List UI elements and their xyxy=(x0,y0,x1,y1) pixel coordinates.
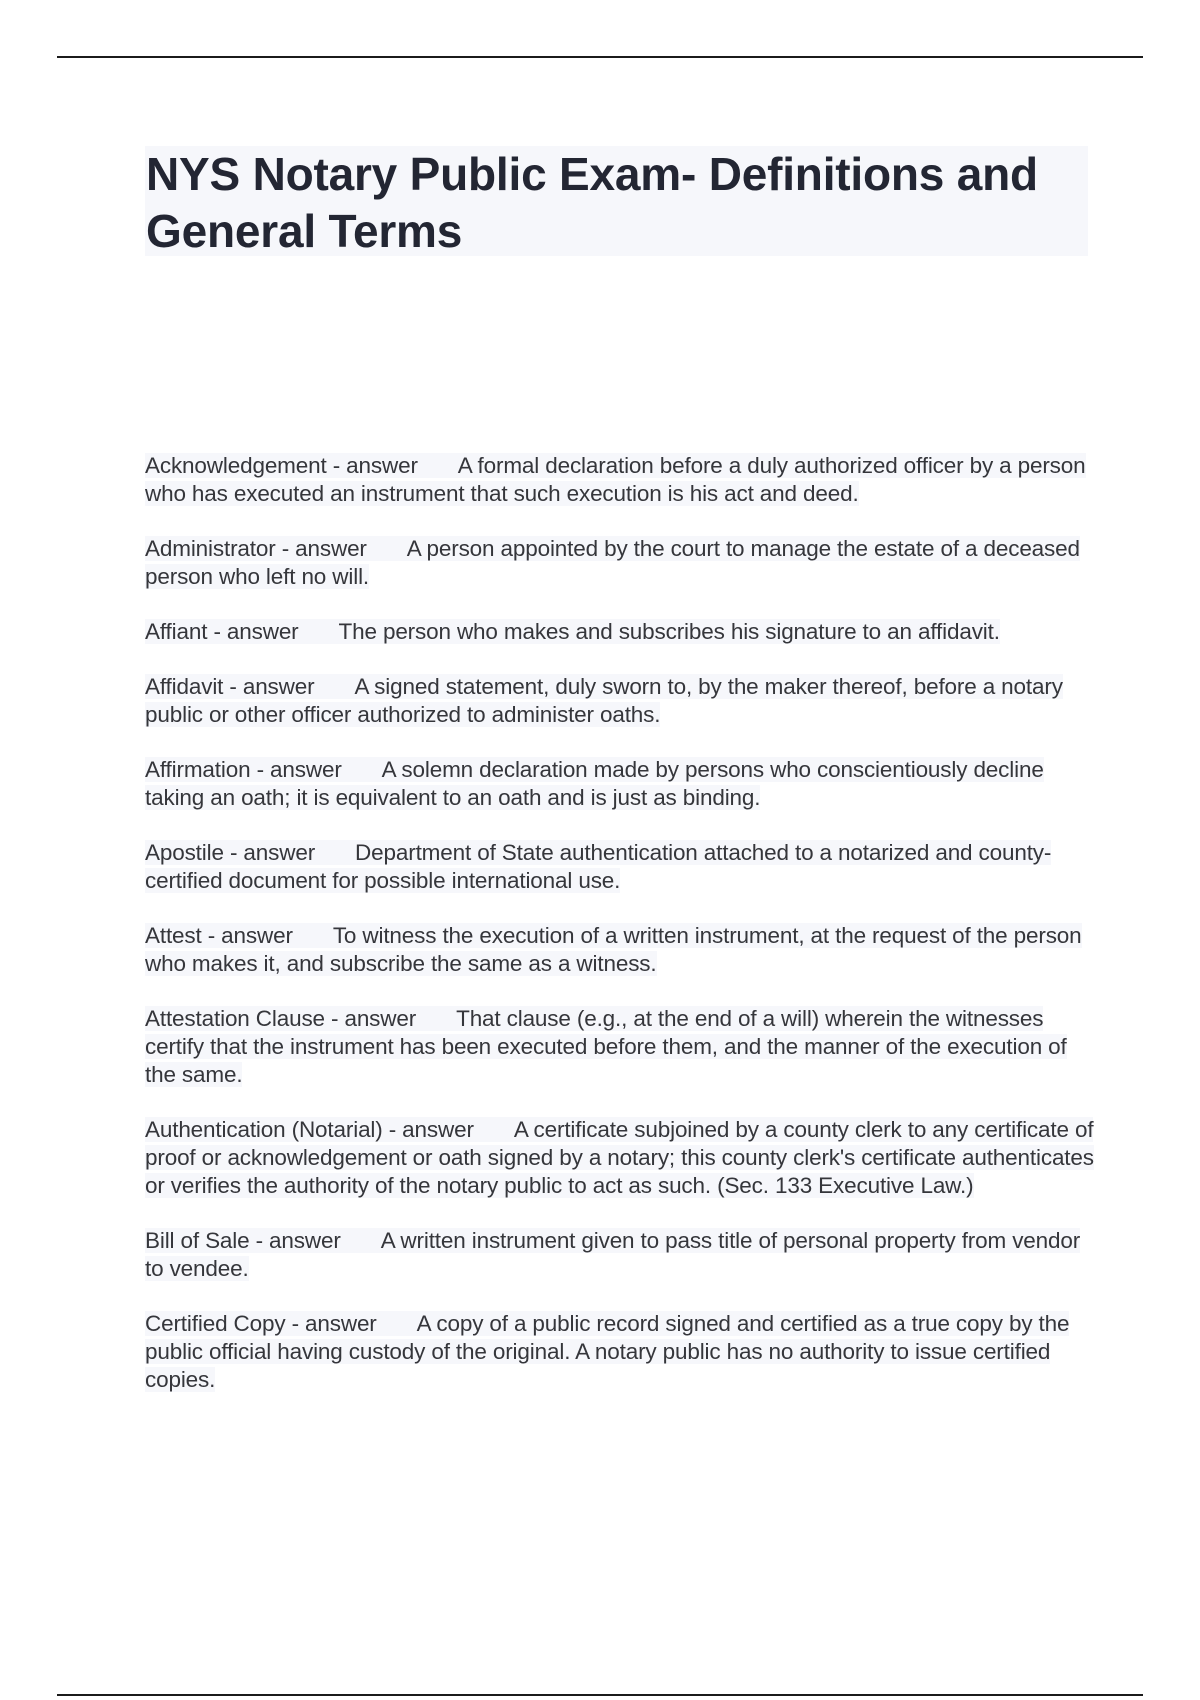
entry-separator: - answer xyxy=(382,1117,474,1142)
title-block xyxy=(145,146,1088,256)
definition-entry xyxy=(145,839,1095,895)
entry-definition: To witness the execution of a written instrument, at the request of the person who makes it, and subscribe the same as a witness. xyxy=(145,923,1082,976)
entry-definition: A written instrument given to pass title of personal property from vendor to vendee. xyxy=(145,1228,1081,1281)
entry-definition: A person appointed by the court to manage the estate of a deceased person who left no will. xyxy=(145,536,1080,589)
definition-entry xyxy=(145,922,1095,978)
entry-term: Affidavit xyxy=(145,674,224,699)
definition-entry xyxy=(145,1227,1095,1283)
entry-term: Bill of Sale xyxy=(145,1228,250,1253)
entry-definition: The person who makes and subscribes his signature to an affidavit. xyxy=(338,619,1000,644)
bottom-rule xyxy=(57,1694,1143,1696)
entry-separator: - answer xyxy=(275,536,367,561)
entry-separator: - answer xyxy=(249,1228,341,1253)
entry-separator: - answer xyxy=(223,674,315,699)
entry-definition: A signed statement, duly sworn to, by the maker thereof, before a notary public or other officer authorized to administer oaths. xyxy=(145,674,1063,727)
definitions-list xyxy=(145,452,1095,1421)
entry-term: Attest xyxy=(145,923,202,948)
page-title: NYS Notary Public Exam- Definitions and General Terms xyxy=(146,148,1038,257)
entry-definition: A formal declaration before a duly authorized officer by a person who has executed an instrument that such execution is his act and deed. xyxy=(145,453,1086,506)
definition-entry xyxy=(145,535,1095,591)
entry-separator: - answer xyxy=(324,1006,417,1031)
definition-entry xyxy=(145,673,1095,729)
definition-entry xyxy=(145,756,1095,812)
definition-entry xyxy=(145,1310,1095,1394)
entry-definition: A solemn declaration made by persons who conscientiously decline taking an oath; it is equivalent to an oath and is just as binding. xyxy=(145,757,1044,810)
entry-separator: - answer xyxy=(250,757,342,782)
entry-separator: - answer xyxy=(285,1311,377,1336)
entry-term: Affirmation xyxy=(145,757,251,782)
top-rule xyxy=(57,56,1143,58)
definition-entry xyxy=(145,452,1095,508)
entry-term: Acknowledgement xyxy=(145,453,327,478)
entry-separator: - answer xyxy=(223,840,316,865)
entry-term: Administrator xyxy=(145,536,276,561)
definition-entry xyxy=(145,1005,1095,1089)
definition-entry xyxy=(145,1116,1095,1200)
entry-term: Attestation Clause xyxy=(145,1006,325,1031)
entry-definition: That clause (e.g., at the end of a will) wherein the witnesses certify that the instrument has been executed before them, and the manner of the execution of the same. xyxy=(145,1006,1067,1087)
entry-term: Apostile xyxy=(145,840,224,865)
definition-entry xyxy=(145,618,1095,646)
entry-separator: - answer xyxy=(326,453,418,478)
entry-separator: - answer xyxy=(207,619,299,644)
entry-separator: - answer xyxy=(201,923,293,948)
entry-term: Affiant xyxy=(145,619,208,644)
entry-definition: A certificate subjoined by a county clerk to any certificate of proof or acknowledgement or oath signed by a notary; this county clerk's certificate authenticates or verifies the authority of the notary public to act as such. (Sec. 133 Executive Law.) xyxy=(145,1117,1094,1198)
entry-term: Certified Copy xyxy=(145,1311,286,1336)
entry-definition: Department of State authentication attached to a notarized and county-certified document for possible international use. xyxy=(145,840,1052,893)
entry-definition: A copy of a public record signed and certified as a true copy by the public official having custody of the original. A notary public has no authority to issue certified copies. xyxy=(145,1311,1070,1392)
entry-term: Authentication (Notarial) xyxy=(145,1117,383,1142)
